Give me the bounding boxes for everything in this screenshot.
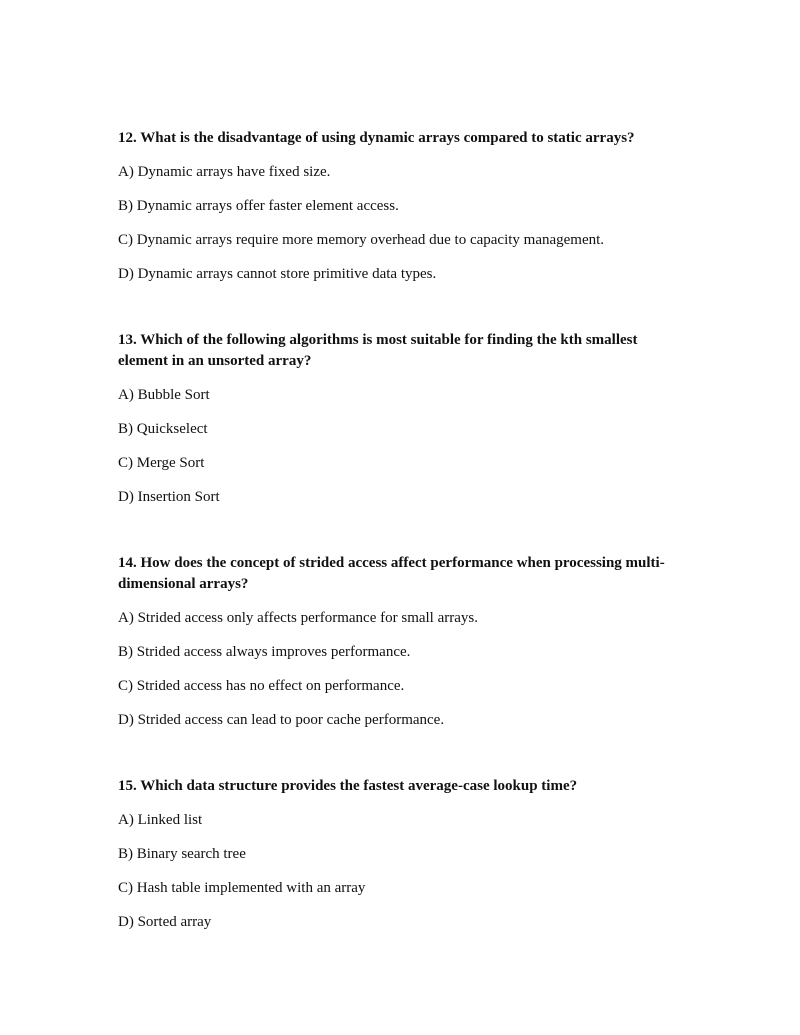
question-title: 13. Which of the following algorithms is most suitable for finding the kth smallest element in an unsorted array? — [118, 332, 638, 369]
option-a: A) Bubble Sort — [118, 387, 210, 403]
option-d: D) Dynamic arrays cannot store primitive data types. — [118, 266, 437, 282]
question-13 — [118, 330, 678, 508]
option-c: C) Strided access has no effect on performance. — [118, 678, 405, 694]
option-b: B) Dynamic arrays offer faster element access. — [118, 198, 399, 214]
option-c: C) Merge Sort — [118, 455, 205, 471]
option-c: C) Dynamic arrays require more memory overhead due to capacity management. — [118, 232, 605, 248]
question-title: 14. How does the concept of strided access affect performance when processing multi-dimensional arrays? — [118, 555, 665, 592]
question-15 — [118, 776, 678, 933]
question-14 — [118, 553, 678, 731]
option-c: C) Hash table implemented with an array — [118, 880, 366, 896]
option-a: A) Dynamic arrays have fixed size. — [118, 164, 331, 180]
option-a: A) Strided access only affects performance for small arrays. — [118, 610, 478, 626]
option-d: D) Strided access can lead to poor cache performance. — [118, 712, 445, 728]
question-title: 15. Which data structure provides the fastest average-case lookup time? — [118, 778, 578, 794]
option-b: B) Strided access always improves performance. — [118, 644, 411, 660]
option-a: A) Linked list — [118, 812, 203, 828]
option-d: D) Sorted array — [118, 914, 212, 930]
question-12 — [118, 128, 678, 285]
question-title: 12. What is the disadvantage of using dynamic arrays compared to static arrays? — [118, 130, 635, 146]
option-b: B) Binary search tree — [118, 846, 246, 862]
option-d: D) Insertion Sort — [118, 489, 220, 505]
option-b: B) Quickselect — [118, 421, 208, 437]
document-page — [118, 128, 678, 933]
